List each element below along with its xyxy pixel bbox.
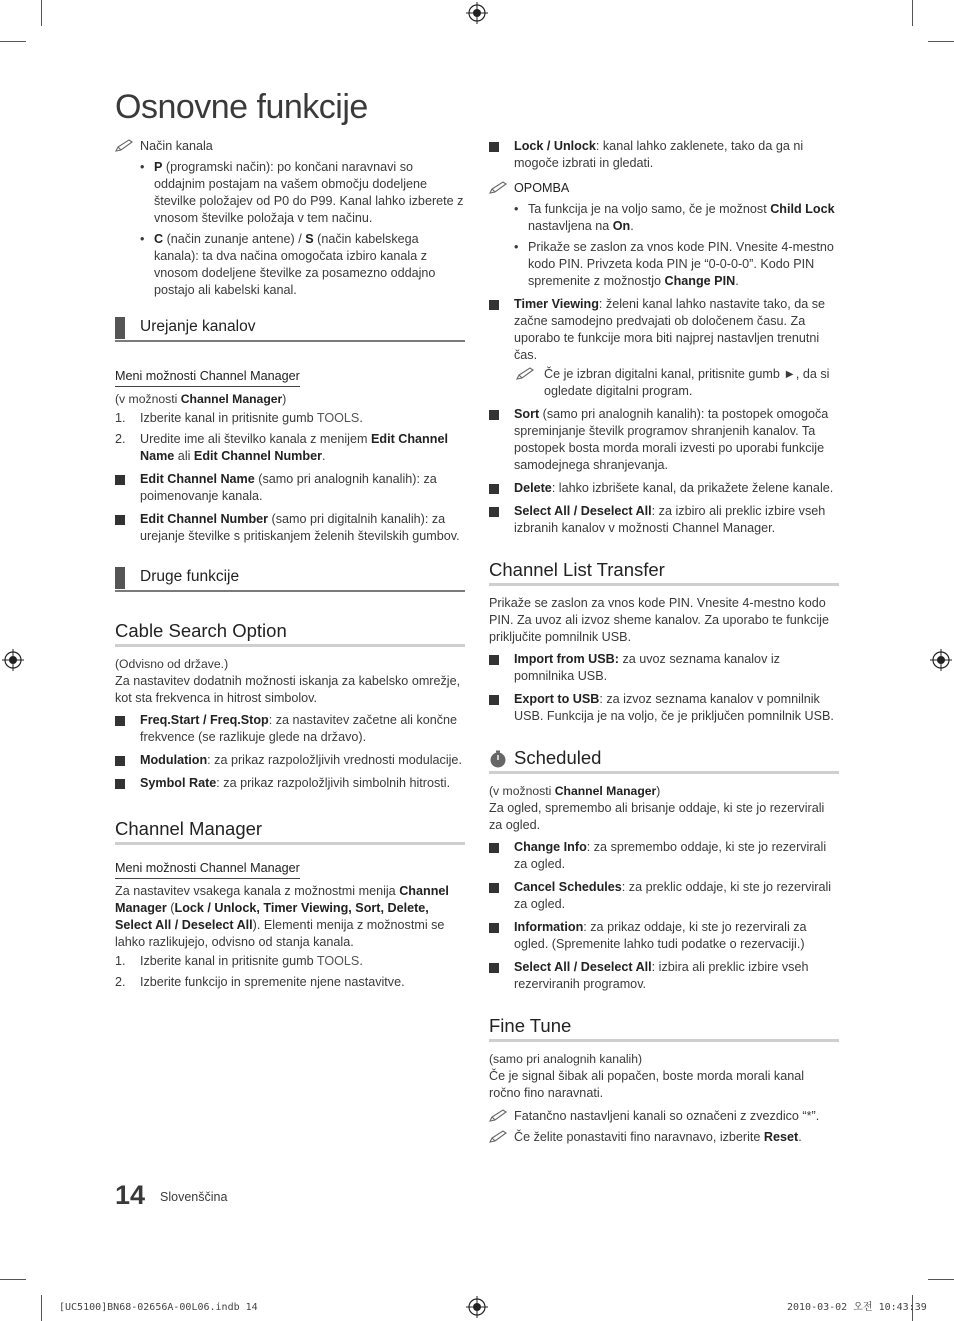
list-item: • P (programski način): po končani naravnavi so oddajnim postajam na vašem območju dodeljene številke položajev od P0 do P99. Kanal lahko izberete z vnosom številke položaja v tem načinu. <box>140 159 465 227</box>
list-item: 2. Izberite funkcijo in spremenite njene nastavitve. <box>115 975 405 989</box>
square-bullet-icon <box>115 515 125 525</box>
list-item: • C (način zunanje antene) / S (način kabelskega kanala): ta dva načina omogočata izbiro kanala z vnosom dodeljene številke za posamezno oddajno postajo ali kabelski kanal. <box>140 231 465 299</box>
square-bullet-icon <box>115 475 125 485</box>
note-text: Način kanala <box>140 139 213 153</box>
square-bullet-icon <box>489 410 499 420</box>
menu-path: Meni možnosti Channel Manager <box>115 368 300 387</box>
list-item: Sort (samo pri analognih kanalih): ta postopek omogoča spreminjanje številk programov shranjenih kanalov. Ta postopek bosta morda morali izvesti po uporabi funkcije samodejnega shranjevanja. <box>489 406 839 474</box>
list-item: Change Info: za spremembo oddaje, ki ste jo rezervirali za ogled. <box>489 839 839 873</box>
list-item: Select All / Deselect All: za izbiro ali preklic izbire vseh izbranih kanalov v možnosti Channel Manager. <box>489 503 839 537</box>
square-bullet-icon <box>489 300 499 310</box>
pencil-note-icon <box>516 367 536 381</box>
note-nacin-kanala <box>115 138 465 155</box>
intro-text: Za nastavitev dodatnih možnosti iskanja za kabelsko omrežje, kot sta frekvenca in hitrost simbolov. <box>115 674 461 705</box>
list-item: 2. Uredite ime ali številko kanala z menijem Edit Channel Name ali Edit Channel Number. <box>115 432 448 463</box>
registration-mark-icon <box>930 649 952 671</box>
section-heading-fine-tune: Fine Tune <box>489 1015 839 1042</box>
section-heading-channel-manager: Channel Manager <box>115 818 465 845</box>
subheading-druge-funkcije: Druge funkcije <box>115 567 465 592</box>
page-title: Osnovne funkcije <box>115 88 368 126</box>
context-text: (v možnosti Channel Manager) <box>115 392 287 406</box>
square-bullet-icon <box>115 756 125 766</box>
list-item: • Prikaže se zaslon za vnos kode PIN. Vnesite 4-mestno kodo PIN. Privzeta koda PIN je “0-0-0-0”. Kodo PIN spremenite z možnostjo Change PIN. <box>514 239 839 290</box>
square-bullet-icon <box>489 883 499 893</box>
square-bullet-icon <box>115 779 125 789</box>
list-item: Timer Viewing: želeni kanal lahko nastavite tako, da se začne samodejno predvajati ob določenem času. Za uporabo te funkcije mora biti najprej nastavljen trenutni čas. Če je izbran digitalni kanal, pritisnite gumb ►, da si ogledate digitalni program. <box>489 296 839 400</box>
nacin-list <box>140 159 465 299</box>
registration-mark-icon <box>466 2 488 24</box>
list-item: 1. Izberite kanal in pritisnite gumb TOOLS. <box>115 954 363 968</box>
note-fine-tune: Fatančno nastavljeni kanali so označeni z zvezdico “*”. <box>489 1108 839 1125</box>
note-text: OPOMBA <box>514 181 570 195</box>
print-slug-file: [UC5100]BN68-02656A-00L06.indb 14 <box>59 1302 258 1313</box>
intro-text: Za nastavitev vsakega kanala z možnostmi menija Channel Manager (Lock / Unlock, Timer Viewing, Sort, Delete, Select All / Deselect All). Elementi menija z možnostmi se lahko razlikujejo, odvisno od stanja kanala. <box>115 884 449 949</box>
section-heading-cable-search: Cable Search Option <box>115 620 465 647</box>
note-fine-tune-reset: Če želite ponastaviti fino naravnavo, izberite Reset. <box>489 1129 839 1146</box>
list-item: Cancel Schedules: za preklic oddaje, ki ste jo rezervirali za ogled. <box>489 879 839 913</box>
context-text: (v možnosti Channel Manager) <box>489 784 661 798</box>
square-bullet-icon <box>489 695 499 705</box>
crop-mark <box>0 1279 26 1280</box>
subheading-urejanje-kanalov: Urejanje kanalov <box>115 317 465 342</box>
square-bullet-icon <box>489 655 499 665</box>
intro-text: Prikaže se zaslon za vnos kode PIN. Vnesite 4-mestno kodo PIN. Za uvoz ali izvoz sheme kanalov. Za uporabo te funkcije priključite pomnilnik USB. <box>489 596 829 644</box>
left-column <box>115 138 465 997</box>
steps-list <box>115 410 465 465</box>
square-bullet-icon <box>489 923 499 933</box>
list-item: Freq.Start / Freq.Stop: za nastavitev začetne ali končne frekvence (se razlikuje glede na državo). <box>115 712 465 746</box>
list-item: Modulation: za prikaz razpoložljivih vrednosti modulacije. <box>115 752 465 769</box>
context-text: (Odvisno od države.) <box>115 657 229 671</box>
pencil-note-icon <box>489 1130 509 1144</box>
square-bullet-icon <box>489 843 499 853</box>
square-bullet-icon <box>489 484 499 494</box>
page-language: Slovenščina <box>160 1190 228 1204</box>
square-bullet-icon <box>489 142 499 152</box>
clock-icon <box>489 750 507 768</box>
steps-list <box>115 953 465 991</box>
menu-path: Meni možnosti Channel Manager <box>115 860 300 879</box>
pencil-note-icon <box>489 181 509 195</box>
list-item: Information: za prikaz oddaje, ki ste jo rezervirali za ogled. (Spremenite lahko tudi podatke o rezervaciji.) <box>489 919 839 953</box>
list-item: Edit Channel Name (samo pri analognih kanalih): za poimenovanje kanala. <box>115 471 465 505</box>
print-slug-date: 2010-03-02 오전 10:43:39 <box>787 1302 927 1313</box>
registration-mark-icon <box>2 649 24 671</box>
opomba-list <box>514 201 839 290</box>
pencil-note-icon <box>115 139 135 153</box>
crop-mark <box>0 41 26 42</box>
context-text: (samo pri analognih kanalih) <box>489 1052 643 1066</box>
list-item: 1. Izberite kanal in pritisnite gumb TOOLS. <box>115 411 363 425</box>
section-heading-scheduled: Scheduled <box>489 747 839 774</box>
crop-mark <box>928 41 954 42</box>
right-column <box>489 138 839 1150</box>
intro-text: Če je signal šibak ali popačen, boste morda morali kanal ročno fino naravnati. <box>489 1069 805 1100</box>
intro-text: Za ogled, spremembo ali brisanje oddaje, ki ste jo rezervirali za ogled. <box>489 801 825 832</box>
note-opomba <box>489 180 839 197</box>
square-bullet-icon <box>115 716 125 726</box>
list-item: • Ta funkcija je na voljo samo, če je možnost Child Lock nastavljena na On. <box>514 201 839 235</box>
list-item: Symbol Rate: za prikaz razpoložljivih simbolnih hitrosti. <box>115 775 465 792</box>
list-item: Import from USB: za uvoz seznama kanalov iz pomnilnika USB. <box>489 651 839 685</box>
page-number: 14 <box>115 1180 146 1210</box>
pencil-note-icon <box>489 1109 509 1123</box>
square-bullet-icon <box>489 963 499 973</box>
registration-mark-icon <box>466 1296 488 1318</box>
list-item: Edit Channel Number (samo pri digitalnih kanalih): za urejanje številke s pritiskanjem želenih številskih gumbov. <box>115 511 465 545</box>
list-item: Delete: lahko izbrišete kanal, da prikažete želene kanale. <box>489 480 839 497</box>
crop-mark <box>41 0 42 26</box>
section-heading-channel-list-transfer: Channel List Transfer <box>489 559 839 586</box>
square-bullet-icon <box>489 507 499 517</box>
note-timer: Če je izbran digitalni kanal, pritisnite gumb ►, da si ogledate digitalni program. <box>514 366 839 400</box>
list-item: Select All / Deselect All: izbira ali preklic izbire vseh rezerviranih programov. <box>489 959 839 993</box>
crop-mark <box>912 0 913 26</box>
list-item: Export to USB: za izvoz seznama kanalov v pomnilnik USB. Funkcija je na voljo, če je priključen pomnilnik USB. <box>489 691 839 725</box>
crop-mark <box>41 1295 42 1321</box>
list-item: Lock / Unlock: kanal lahko zaklenete, tako da ga ni mogoče izbrati in gledati. <box>489 138 839 172</box>
crop-mark <box>928 1279 954 1280</box>
